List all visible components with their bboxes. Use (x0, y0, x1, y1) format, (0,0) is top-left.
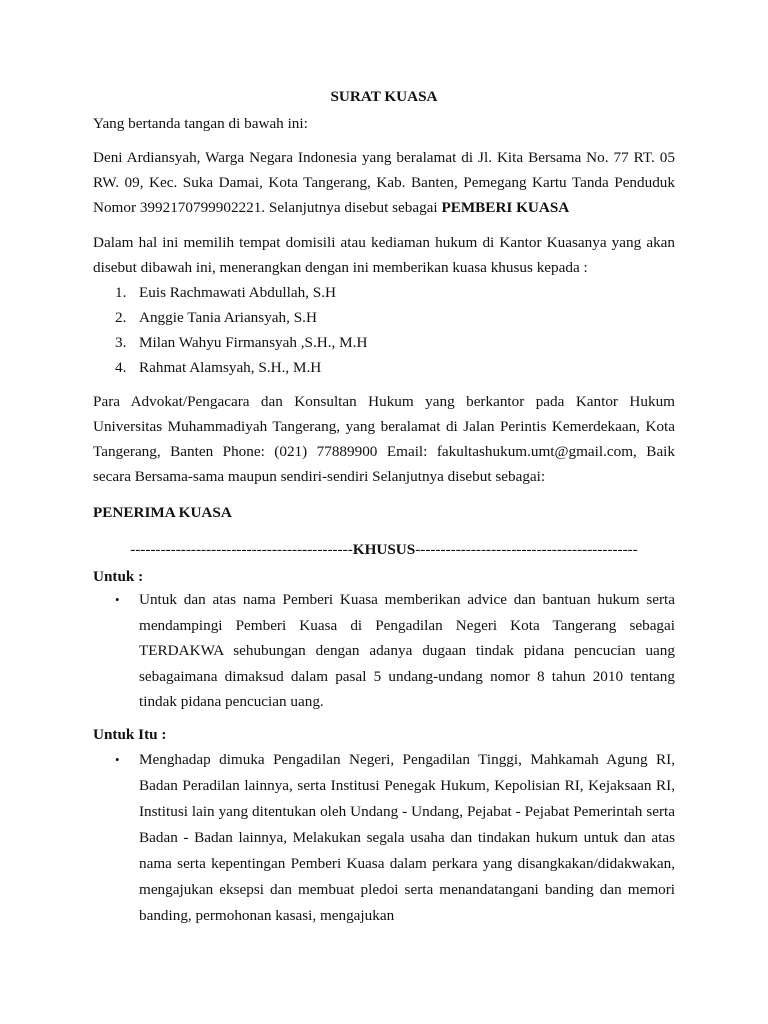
list-number: 4. (115, 359, 127, 376)
recipient-name: Milan Wahyu Firmansyah ,S.H., M.H (139, 334, 368, 351)
list-item (115, 280, 675, 305)
list-number: 3. (115, 334, 127, 351)
khusus-divider (0, 537, 768, 562)
bullet-icon: • (115, 752, 120, 767)
pemberi-last-line (93, 195, 675, 220)
list-item (115, 330, 675, 355)
untuk-heading: Untuk : (93, 568, 144, 585)
advokat-paragraph (93, 389, 675, 489)
divider-dashes-right: -------------------------------------------- (415, 541, 638, 558)
pemberi-kuasa-label: PEMBERI KUASA (441, 199, 570, 216)
list-number: 1. (115, 284, 127, 301)
untuk-bullet-item (115, 587, 675, 715)
intro-line: Yang bertanda tangan di bawah ini: (93, 115, 308, 132)
pemberi-line: Deni Ardiansyah, Warga Negara Indonesia yang beralamat di Jl. Kita Bersama No. 77 RT. 05 (93, 149, 675, 166)
bullet-icon: • (115, 592, 120, 607)
untuk-itu-bullet-item (115, 747, 675, 929)
divider-word: KHUSUS (352, 541, 416, 558)
pemberi-paragraph (93, 145, 675, 220)
document-title: SURAT KUASA (330, 88, 438, 105)
list-item (115, 355, 675, 380)
advokat-line: secara Bersama-sama maupun sendiri-sendiri Selanjutnya disebut sebagai: (93, 468, 546, 485)
penerima-kuasa-label: PENERIMA KUASA (93, 504, 232, 521)
list-number: 2. (115, 309, 127, 326)
untuk-text: Untuk dan atas nama Pemberi Kuasa memberikan advice dan bantuan hukum serta mendampingi Pemberi Kuasa di Pengadilan Negeri Kota Tangerang sebagai TERDAKWA sehubungan dengan adanya dugaan tindak pidana pencucian uang sebagaimana dimaksud dalam pasal 5 undang-undang nomor 8 tahun 2010 tentang tindak pidana pencucian uang. (139, 591, 675, 710)
untuk-itu-text: Menghadap dimuka Pengadilan Negeri, Pengadilan Tinggi, Mahkamah Agung RI, Badan Peradilan lainnya, serta Institusi Penegak Hukum, Kepolisian RI, Kejaksaan RI, Institusi lain yang ditentukan oleh Undang - Undang, Pejabat - Pejabat Pemerintah serta Badan - Badan lainnya, Melakukan segala usaha dan tindakan hukum untuk dan atas nama serta kepentingan Pemberi Kuasa dalam perkara yang disangkakan/didakwakan, mengajukan eksepsi dan membuat pledoi serta menandatangani banding dan memori banding, permohonan kasasi, mengajukan (139, 751, 675, 924)
pemberi-line: RW. 09, Kec. Suka Damai, Kota Tangerang, Kab. Banten, Pemegang Kartu Tanda Penduduk (93, 174, 675, 191)
recipient-name: Anggie Tania Ariansyah, S.H (139, 309, 317, 326)
list-item (115, 305, 675, 330)
divider-dashes-left: -------------------------------------------- (130, 541, 353, 558)
pemberi-text: Nomor 3992170799902221. Selanjutnya disebut sebagai (93, 199, 442, 216)
advokat-line: Para Advokat/Pengacara dan Konsultan Hukum yang berkantor pada Kantor Hukum (93, 393, 675, 410)
recipient-list (115, 280, 675, 380)
recipient-name: Rahmat Alamsyah, S.H., M.H (139, 359, 322, 376)
advokat-line: Universitas Muhammadiyah Tangerang, yang beralamat di Jalan Perintis Kemerdekaan, Kota (93, 418, 675, 435)
advokat-line: Tangerang, Banten Phone: (021) 77889900 Email: fakultashukum.umt@gmail.com, Baik (93, 443, 675, 460)
domisili-line: disebut dibawah ini, menerangkan dengan ini memberikan kuasa khusus kepada : (93, 259, 588, 276)
domisili-paragraph (93, 230, 675, 280)
recipient-name: Euis Rachmawati Abdullah, S.H (139, 284, 336, 301)
domisili-line: Dalam hal ini memilih tempat domisili atau kediaman hukum di Kantor Kuasanya yang akan (93, 234, 675, 251)
untuk-itu-heading: Untuk Itu : (93, 726, 167, 743)
